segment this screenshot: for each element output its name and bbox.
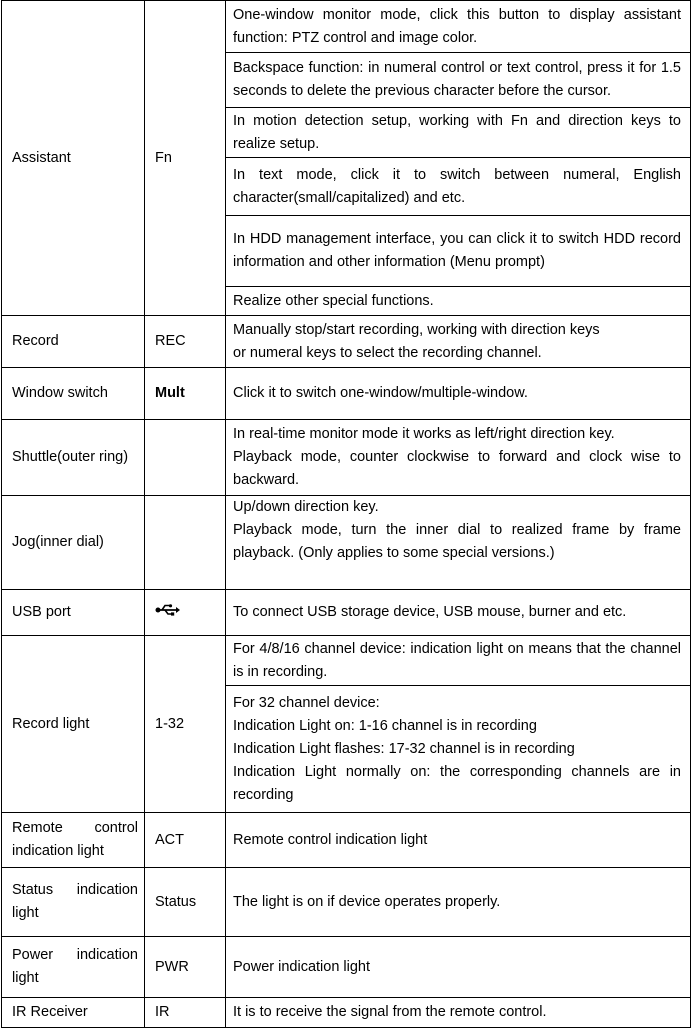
function-description: For 4/8/16 channel device: indication light on means that the channel is in recording. xyxy=(226,636,691,686)
button-key-cell: ACT xyxy=(145,813,226,868)
function-description: Realize other special functions. xyxy=(226,287,691,316)
button-name-cell: USB port xyxy=(2,590,145,636)
button-key-cell: Fn xyxy=(145,1,226,316)
function-line: For 32 channel device: xyxy=(233,694,380,711)
button-name-cell: Record xyxy=(2,316,145,368)
button-name-cell: Status indication light xyxy=(2,868,145,937)
function-description: In motion detection setup, working with Fn and direction keys to realize setup. xyxy=(226,108,691,158)
function-description xyxy=(226,686,691,813)
table-row xyxy=(2,496,691,590)
function-description: One-window monitor mode, click this button to display assistant function: PTZ control and image color. xyxy=(226,1,691,53)
table-row xyxy=(2,998,691,1028)
function-description: Backspace function: in numeral control or text control, press it for 1.5 seconds to delete the previous character before the cursor. xyxy=(226,53,691,108)
button-name-cell: Assistant xyxy=(2,1,145,316)
function-line: Indication Light flashes: 17-32 channel is in recording xyxy=(233,740,575,757)
button-key-cell: IR xyxy=(145,998,226,1028)
table-row xyxy=(2,590,691,636)
table-row xyxy=(2,813,691,868)
function-description: Click it to switch one-window/multiple-window. xyxy=(226,368,691,420)
table-row xyxy=(2,937,691,998)
button-key-cell xyxy=(145,496,226,590)
button-key-cell xyxy=(145,420,226,496)
table-row xyxy=(2,368,691,420)
function-description xyxy=(226,496,691,590)
button-key-cell xyxy=(145,590,226,636)
button-name-cell: Record light xyxy=(2,636,145,813)
button-name-cell: Remote control indication light xyxy=(2,813,145,868)
usb-icon xyxy=(155,601,181,624)
button-name-cell: Jog(inner dial) xyxy=(2,496,145,590)
function-description xyxy=(226,316,691,368)
function-description: Remote control indication light xyxy=(226,813,691,868)
button-key-cell: Mult xyxy=(145,368,226,420)
function-line: or numeral keys to select the recording channel. xyxy=(233,344,542,361)
table-row xyxy=(2,1,691,53)
button-key-cell: REC xyxy=(145,316,226,368)
function-line: Up/down direction key. xyxy=(233,499,379,515)
button-name-cell: Shuttle(outer ring) xyxy=(2,420,145,496)
button-name-cell: Power indication light xyxy=(2,937,145,998)
function-description: In text mode, click it to switch between numeral, English character(small/capitalized) and etc. xyxy=(226,158,691,216)
button-name-cell: IR Receiver xyxy=(2,998,145,1028)
button-function-table xyxy=(1,0,691,1028)
function-line: Playback mode, turn the inner dial to realized frame by frame playback. (Only applies to some special versions.) xyxy=(233,522,681,561)
button-name-cell: Window switch xyxy=(2,368,145,420)
table-row xyxy=(2,420,691,496)
function-line: In real-time monitor mode it works as left/right direction key. xyxy=(233,426,615,442)
table-row xyxy=(2,636,691,686)
function-line: Indication Light normally on: the corresponding channels are in recording xyxy=(233,763,681,803)
table-row xyxy=(2,316,691,368)
function-description: The light is on if device operates properly. xyxy=(226,868,691,937)
button-key-cell: 1-32 xyxy=(145,636,226,813)
button-key-cell: Status xyxy=(145,868,226,937)
table-row xyxy=(2,868,691,937)
function-line: Indication Light on: 1-16 channel is in recording xyxy=(233,717,537,734)
function-description xyxy=(226,420,691,496)
function-line: Manually stop/start recording, working with direction keys xyxy=(233,321,600,338)
function-description: It is to receive the signal from the remote control. xyxy=(226,998,691,1028)
function-line: Playback mode, counter clockwise to forward and clock wise to backward. xyxy=(233,449,681,488)
function-description: To connect USB storage device, USB mouse, burner and etc. xyxy=(226,590,691,636)
function-description: In HDD management interface, you can click it to switch HDD record information and other information (Menu prompt) xyxy=(226,216,691,287)
button-key-cell: PWR xyxy=(145,937,226,998)
function-description: Power indication light xyxy=(226,937,691,998)
